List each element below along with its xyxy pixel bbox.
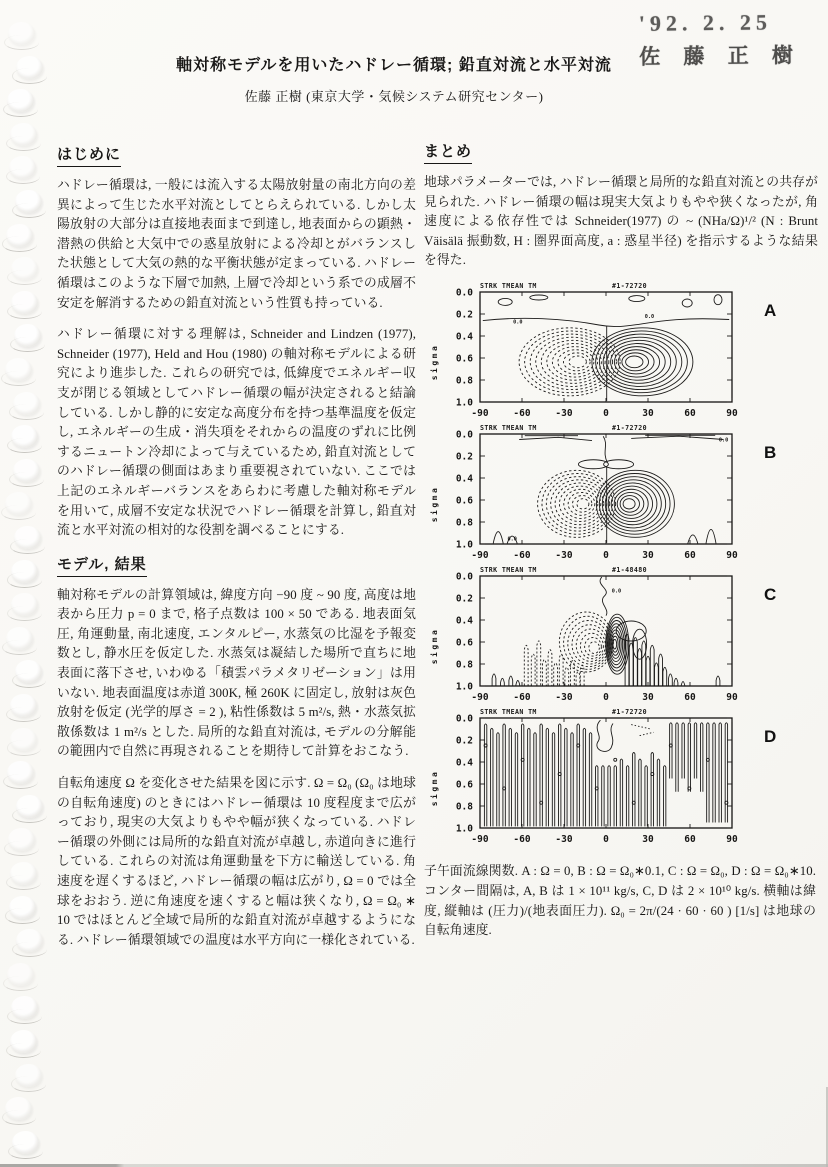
axis-text: -30 [555,692,573,703]
axis-text: 60 [684,834,696,845]
binding-hole [10,694,37,717]
intro-paragraph-2: ハドレー循環に対する理解は, Schneider and Lindzen (1977), Schneider (1977), Held and Hou (1980) の軸対称モデルによる研究により進歩した. これらの研究では, 低緯度でエネルギー収支が閉じる領域としてハドレー循環の幅が決定されると結論している. しかし静的に安定な高度分布を持つ基準温度を仮定し, エネルギーの生成・消失項をそれからの温度のずれに比例するニュートン冷却によって与えているため, 鉛直対流としてのハドレー循環の側面はあまり重要視されていない. ここでは上記のエネルギーバランスをあらわに考慮した軸対称モデルを用いて, 成層不安定な状況でハドレー循環を計算し, 鉛直対流と水平対流の相対的な役割を調べることにする. [57,327,416,538]
axis-text: -30 [555,408,573,419]
binding-hole [7,89,34,112]
axis-text: #1-72720 [612,282,647,290]
binding-hole [13,459,40,482]
axis-text: 0.0 [455,571,473,583]
paper-title: 軸対称モデルを用いたハドレー循環; 鉛直対流と水平対流 [176,57,612,74]
figure-panels [424,280,818,848]
axis-text: sigma [430,627,439,665]
axis-text: 90 [726,692,738,703]
axis-text: 30 [642,834,654,845]
figure-caption: 子午面流線関数. A : Ω = 0, B : Ω = Ω₀∗0.1, C : Ω = Ω₀, D : Ω = Ω₀∗10. コンター間隔は, A, B は 1 × 10¹¹ kg/s, C, D は 2 × 10¹⁰ kg/s. 横軸は緯度, 縦軸は (圧力)/(地表面圧力). Ω₀ = 2π/(24 · 60 · 60 ) [1/s] は地球の自転角速度. [424,864,816,938]
panel-letter-a: A [764,301,777,320]
paper-author: 佐藤 正樹 (東京大学・気候システム研究センター) [244,89,544,104]
axis-text: #1-72720 [612,424,647,432]
binding-hole [9,156,36,179]
summary-section [424,140,818,283]
binding-hole [11,593,38,616]
binding-hole [7,761,34,784]
stamp-date: '92. 2. 25 [638,9,773,36]
figure-panel-b [424,422,816,564]
binding-hole [11,291,38,314]
axis-text: 0.2 [455,593,473,605]
axis-text: 30 [642,550,654,561]
axis-text: sigma [430,769,439,807]
axis-text: STRK TMEAN TM [480,566,537,574]
binding-hole [7,963,34,986]
axis-text: #1-48480 [612,566,647,574]
binding-hole [5,492,32,515]
axis-text: -60 [513,692,531,703]
binding-hole [10,1030,37,1053]
panel-letter-b: B [764,443,777,462]
axis-text: -60 [513,834,531,845]
axis-text: 0.4 [455,473,473,485]
axis-text: STRK TMEAN TM [480,708,537,716]
axis-text: sigma [430,343,439,381]
axis-text: 0.6 [455,495,473,507]
axis-text: 0.0 [718,437,729,444]
axis-text: #1-72720 [612,708,647,716]
axis-text: 0.2 [455,451,473,463]
axis-text: 0.6 [455,637,473,649]
axis-text: 0 [603,408,609,419]
figure-panel-a [424,280,816,422]
axis-text: sigma [430,485,439,523]
contour-plot-b [424,422,816,564]
axis-text: 0.0 [644,314,655,321]
contour-plot-c [424,564,816,706]
axis-text: 0.4 [455,757,473,769]
intro-paragraph-1: ハドレー循環は, 一般には流入する太陽放射量の南北方向の差異によって生じた水平対流としてとらえられている. しかし太陽放射の大部分は直接地表面まで到達し, 地表面からの顕熱・潜熱の供給と大気中での惑星放射による冷却とがバランスした状態として大気の熱的な平衡状態が定まっている. ハドレー循環はこのような下層で加熱, 上層で冷却という系での成層不安定を解消するための鉛直対流という性質も持っている. [57,178,416,310]
axis-text: 0.6 [455,353,473,365]
axis-text: 1.0 [455,823,473,835]
axis-text: 0.4 [455,615,473,627]
contour-plot-d [424,706,816,848]
panel-letter-d: D [764,727,777,746]
axis-text: 0.0 [455,287,473,299]
axis-text: 0.0 [513,319,523,326]
binding-hole [15,190,42,213]
binding-hole [6,627,33,650]
axis-text: 0 [603,550,609,561]
contour-plot-a [424,280,816,422]
summary-paragraph: 地球パラメーターでは, ハドレー循環と局所的な鉛直対流との共存が見られた. ハドレー循環の幅は現実大気よりもやや狭くなったが, 角速度による依存性では Schneider(1977) の ~ (NHa/Ω)¹/² (N : Brunt Väisälä 振動数, H : 圏界面高度, a : 惑星半径) を指示するような結果を得た. [424,175,818,268]
contour-art [483,295,729,401]
axis-text: -60 [513,550,531,561]
axis-text: 60 [684,550,696,561]
binding-hole [16,929,43,952]
axis-text: 0.0 [507,536,517,543]
axis-text: 0.2 [455,735,473,747]
binding-hole [5,358,32,381]
axis-text: STRK TMEAN TM [480,424,537,432]
contour-art [484,720,728,826]
binding-hole [11,996,38,1019]
figure-panel-c [424,564,816,706]
left-column [57,143,416,962]
axis-text: 0.0 [455,429,473,441]
binding-hole [15,1064,42,1087]
axis-text: 90 [726,408,738,419]
binding-hole [9,896,36,919]
section-heading-summary: まとめ [424,140,472,164]
binding-hole [8,22,35,45]
contour-art [492,577,720,686]
model-paragraph-1: 軸対称モデルの計算領域は, 緯度方向 −90 度 ~ 90 度, 高度は地表から圧力 p = 0 まで, 格子点数は 100 × 50 である. 地表面気圧, 角運動量, 南北速度, エンタルピー, 水蒸気の比湿を予報変数とし, 静水圧を仮定した. 水蒸気は凝結した場所で直ちに地表面に落下させ, いわゆる「積雲パラメタリゼーション」は用いない. 地表面温度は赤道 300K, 極 260K に固定し, 放射は灰色放射を仮定 (光学的厚さ = 2 ), 粘性係数は 5 m²/s, 熱・水蒸気拡散係数は 1 m²/s とした. 局所的な鉛直対流は, モデルの分解能の範囲内で自然に再現されることを期待して計算をおこなう. [57,587,416,759]
axis-text: 0.8 [455,659,473,671]
axis-text: 0.0 [611,588,622,595]
section-heading-intro: はじめに [57,143,121,167]
axis-text: 30 [642,692,654,703]
binding-hole [11,425,38,448]
model-paragraph-2: 自転角速度 Ω を変化させた結果を図に示す. Ω = Ω₀ (Ω₀ は地球の自転角速度) のときにはハドレー循環は 10 度程度まで広がっており, 現実の大気よりもやや幅が狭くなっている. ハドレー循環の外側には局所的な鉛直対流が卓越し, 赤道向きに進行している. これらの対流は角運動量を下方に輸送している. 角速度を遅くするほど, ハドレー循環の幅は広がり, Ω = 0 では全球をおおう. 逆に角速度を速くすると幅は狭くなり, Ω = Ω₀ ∗ 10 ではほとんど全域で局所的な鉛直対流が卓越するようになる. ハドレー循環領域での温度は水平方向に一様化されている. [57,776,416,947]
binding-hole [15,660,42,683]
binding-hole [12,1131,39,1154]
binding-hole [14,526,41,549]
axis-text: 1.0 [455,397,473,409]
axis-text: STRK TMEAN TM [480,282,537,290]
axis-text: -90 [471,692,489,703]
axis-text: -90 [471,408,489,419]
binding-hole [11,560,38,583]
binding-hole [6,224,33,247]
axis-text: 60 [684,408,696,419]
axis-text: -60 [513,408,531,419]
binding-hole [16,795,43,818]
axis-text: 0.6 [455,779,473,791]
contour-art [493,435,728,543]
axis-text: 0.8 [455,517,473,529]
panel-letter-c: C [764,585,777,604]
axis-text: 0.8 [455,375,473,387]
axis-text: 0 [603,692,609,703]
binding-hole [14,324,41,347]
axis-text: 0.0 [455,713,473,725]
binding-hole [13,392,40,415]
section-heading-model: モデル, 結果 [57,553,147,577]
binding-hole [10,123,37,146]
axis-text: -90 [471,550,489,561]
axis-text: 1.0 [455,681,473,693]
axis-text: 0.8 [455,801,473,813]
axis-text: -30 [555,834,573,845]
axis-text: 30 [642,408,654,419]
axis-text: -30 [555,550,573,561]
axis-text: -90 [471,834,489,845]
axis-text: 60 [684,692,696,703]
axis-text: 90 [726,550,738,561]
axis-text: 1.0 [455,539,473,551]
binding-hole [10,728,37,751]
axis-text: 0.4 [455,331,473,343]
figure-panel-d [424,706,816,848]
axis-text: 0.2 [455,309,473,321]
axis-text: 90 [726,834,738,845]
binding-hole [16,56,43,79]
binding-hole [8,828,35,851]
binding-hole [10,862,37,885]
binding-hole [11,257,38,280]
axis-text: 0 [603,834,609,845]
stamp-name: 佐 藤 正 樹 [639,43,803,69]
binding-hole [5,1097,32,1120]
